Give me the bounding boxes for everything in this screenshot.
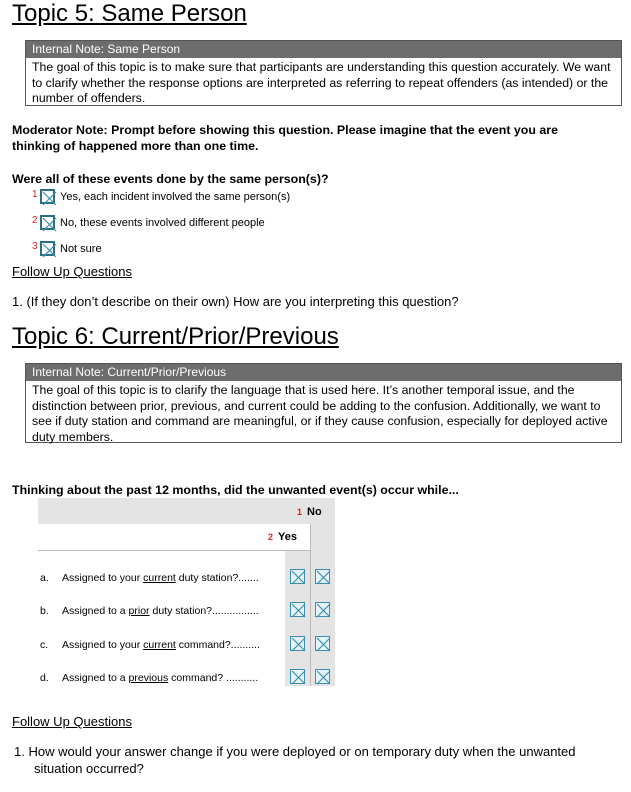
follow-up-title: Follow Up Questions bbox=[12, 264, 132, 279]
grid-row bbox=[40, 605, 285, 617]
answer-option[interactable] bbox=[32, 189, 290, 204]
grid-row bbox=[40, 672, 285, 684]
topic-5-title: Topic 5: Same Person bbox=[12, 0, 247, 27]
internal-note-box bbox=[25, 363, 622, 443]
row-letter: b. bbox=[40, 605, 49, 618]
option-number: 2 bbox=[32, 215, 38, 226]
row-letter: a. bbox=[40, 572, 49, 584]
checkbox-checked-icon[interactable] bbox=[40, 215, 55, 230]
moderator-note: Moderator Note: Prompt before showing this question. Please imagine that the event you are thinking of happened more than one time. bbox=[12, 123, 558, 153]
row-letter: d. bbox=[40, 671, 49, 684]
row-label: Assigned to a previous command? ........... bbox=[62, 671, 259, 684]
grid-row bbox=[40, 572, 285, 584]
no-checkbox-icon[interactable] bbox=[315, 602, 330, 617]
divider bbox=[310, 524, 311, 686]
col-no-header: 1 No bbox=[297, 506, 322, 518]
option-number: 3 bbox=[32, 241, 38, 252]
checkbox-checked-icon[interactable] bbox=[40, 241, 55, 256]
col-yes-header: 2 Yes bbox=[268, 531, 297, 543]
question: Were all of these events done by the same person(s)? bbox=[12, 172, 329, 186]
answer-option[interactable] bbox=[32, 241, 102, 256]
follow-up-question: 1. (If they don’t describe on their own) How are you interpreting this question? bbox=[12, 294, 459, 309]
grid-row bbox=[40, 639, 285, 651]
checkbox-checked-icon[interactable] bbox=[40, 189, 55, 204]
topic-6-title: Topic 6: Current/Prior/Previous bbox=[12, 323, 339, 350]
internal-note-box bbox=[25, 40, 622, 106]
follow-up-title: Follow Up Questions bbox=[12, 714, 132, 729]
option-label: Yes, each incident involved the same person(s) bbox=[60, 190, 291, 203]
note-header: Internal Note: Same Person bbox=[26, 41, 621, 58]
option-label: No, these events involved different people bbox=[60, 216, 265, 229]
question: Thinking about the past 12 months, did the unwanted event(s) occur while... bbox=[12, 483, 459, 497]
yes-checkbox-icon[interactable] bbox=[290, 669, 305, 684]
row-label: Assigned to a prior duty station?................ bbox=[62, 605, 259, 618]
yes-checkbox-icon[interactable] bbox=[290, 569, 305, 584]
yes-checkbox-icon[interactable] bbox=[290, 636, 305, 651]
note-body: The goal of this topic is to make sure that participants are understanding this question accurately. We want to clarify whether the response options are interpreted as referring to repeat offenders (as intended) or the number of offenders. bbox=[32, 60, 611, 105]
no-checkbox-icon[interactable] bbox=[315, 636, 330, 651]
yes-checkbox-icon[interactable] bbox=[290, 602, 305, 617]
no-checkbox-icon[interactable] bbox=[315, 669, 330, 684]
row-letter: c. bbox=[40, 638, 49, 651]
note-header: Internal Note: Current/Prior/Previous bbox=[26, 364, 621, 381]
row-label: Assigned to your current duty station?....... bbox=[62, 572, 259, 584]
answer-option[interactable] bbox=[32, 215, 265, 230]
row-label: Assigned to your current command?.......... bbox=[62, 638, 260, 651]
option-number: 1 bbox=[32, 189, 38, 200]
note-body: The goal of this topic is to clarify the language that is used here. It’s another temporal issue, and the distinction between prior, previous, and current could be adding to the confusion. Additionally, we want to see if duty station and command are meaningful, or if they cause confusion, especially for deployed active duty members. bbox=[32, 383, 608, 444]
no-checkbox-icon[interactable] bbox=[315, 569, 330, 584]
option-label: Not sure bbox=[60, 242, 102, 255]
follow-up-question: 1. How would your answer change if you were deployed or on temporary duty when the unwanted situation occurred? bbox=[14, 744, 576, 776]
